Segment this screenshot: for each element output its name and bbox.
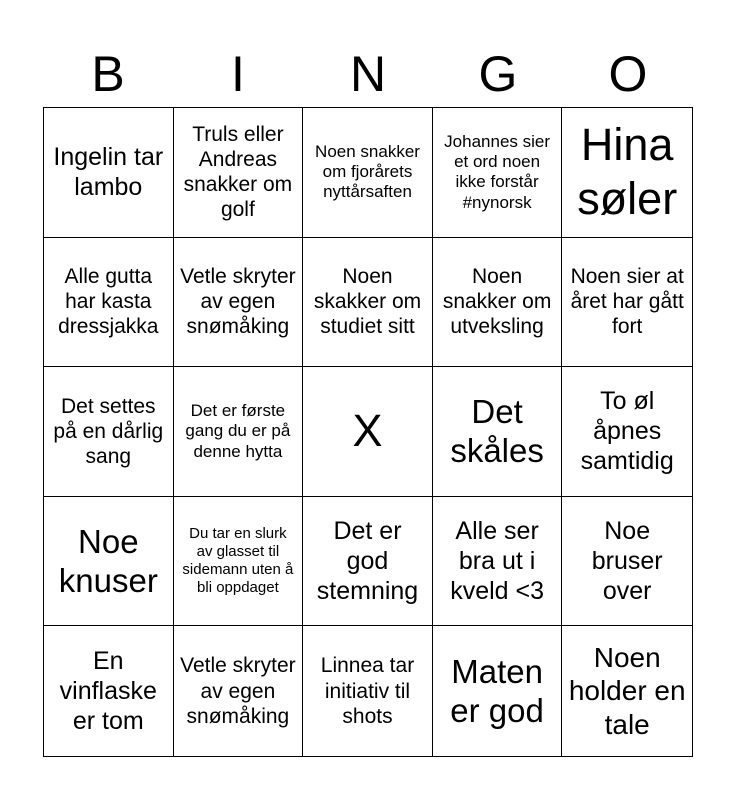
bingo-cell[interactable] bbox=[44, 497, 174, 627]
bingo-cell[interactable] bbox=[303, 626, 433, 756]
cell-text: To øl åpnes samtidig bbox=[580, 387, 674, 476]
cell-text: Alle ser bra ut i kveld <3 bbox=[450, 517, 544, 606]
bingo-cell[interactable] bbox=[303, 108, 433, 238]
bingo-cell[interactable] bbox=[44, 626, 174, 756]
cell-text: Vetle skryter av egen snømåking bbox=[180, 654, 296, 728]
header-letter-o: O bbox=[608, 46, 648, 102]
bingo-cell[interactable] bbox=[433, 626, 563, 756]
cell-text: En vinflaske er tom bbox=[59, 647, 157, 736]
bingo-cell[interactable] bbox=[174, 367, 304, 497]
cell-text: Noen snakker om utveksling bbox=[442, 265, 552, 339]
cell-text: Hina søler bbox=[577, 119, 678, 225]
bingo-cell[interactable] bbox=[433, 238, 563, 368]
cell-text: Noen sier at året har gått fort bbox=[570, 265, 684, 339]
bingo-cell[interactable] bbox=[562, 367, 692, 497]
cell-text: Det er god stemning bbox=[316, 517, 419, 606]
cell-text: Alle gutta har kasta dressjakka bbox=[58, 265, 159, 339]
cell-text: Noen holder en tale bbox=[568, 641, 686, 740]
bingo-grid bbox=[43, 107, 693, 757]
bingo-cell[interactable] bbox=[433, 497, 563, 627]
bingo-cell[interactable] bbox=[303, 497, 433, 627]
header-letter-i: I bbox=[231, 46, 245, 102]
bingo-cell[interactable] bbox=[562, 108, 692, 238]
header-letter-n: N bbox=[349, 46, 387, 102]
bingo-cell[interactable] bbox=[303, 238, 433, 368]
cell-text: Ingelin tar lambo bbox=[53, 143, 164, 202]
cell-text: Johannes sier et ord noen ikke forstår #nynorsk bbox=[444, 131, 551, 212]
bingo-cell[interactable] bbox=[174, 626, 304, 756]
bingo-cell[interactable] bbox=[433, 108, 563, 238]
bingo-cell[interactable] bbox=[562, 626, 692, 756]
cell-text: Noe knuser bbox=[58, 522, 158, 600]
bingo-cell[interactable] bbox=[44, 238, 174, 368]
cell-text: Truls eller Andreas snakker om golf bbox=[183, 122, 293, 222]
cell-text: Maten er god bbox=[450, 652, 544, 730]
bingo-cell[interactable] bbox=[44, 367, 174, 497]
cell-text: Vetle skryter av egen snømåking bbox=[180, 265, 296, 339]
cell-text: Noen skakker om studiet sitt bbox=[313, 265, 422, 339]
cell-text: Det settes på en dårlig sang bbox=[53, 394, 164, 469]
cell-text: Linnea tar initiativ til shots bbox=[320, 654, 415, 728]
bingo-cell[interactable] bbox=[174, 108, 304, 238]
cell-text: Noe bruser over bbox=[591, 517, 663, 606]
free-space-mark: X bbox=[352, 405, 383, 457]
header-letter-g: G bbox=[478, 46, 518, 102]
bingo-cell-free[interactable] bbox=[303, 367, 433, 497]
bingo-cell[interactable] bbox=[174, 238, 304, 368]
bingo-header bbox=[43, 40, 693, 108]
cell-text: Det skåles bbox=[450, 392, 544, 470]
cell-text: Du tar en slurk av glasset til sidemann uten å bli oppdaget bbox=[182, 525, 294, 597]
bingo-cell[interactable] bbox=[562, 497, 692, 627]
bingo-cell[interactable] bbox=[174, 497, 304, 627]
bingo-cell[interactable] bbox=[433, 367, 563, 497]
header-letter-b: B bbox=[91, 46, 125, 102]
cell-text: Noen snakker om fjorårets nyttårsaften bbox=[315, 141, 420, 202]
bingo-cell[interactable] bbox=[562, 238, 692, 368]
bingo-cell[interactable] bbox=[44, 108, 174, 238]
cell-text: Det er første gang du er på denne hytta bbox=[185, 400, 291, 461]
